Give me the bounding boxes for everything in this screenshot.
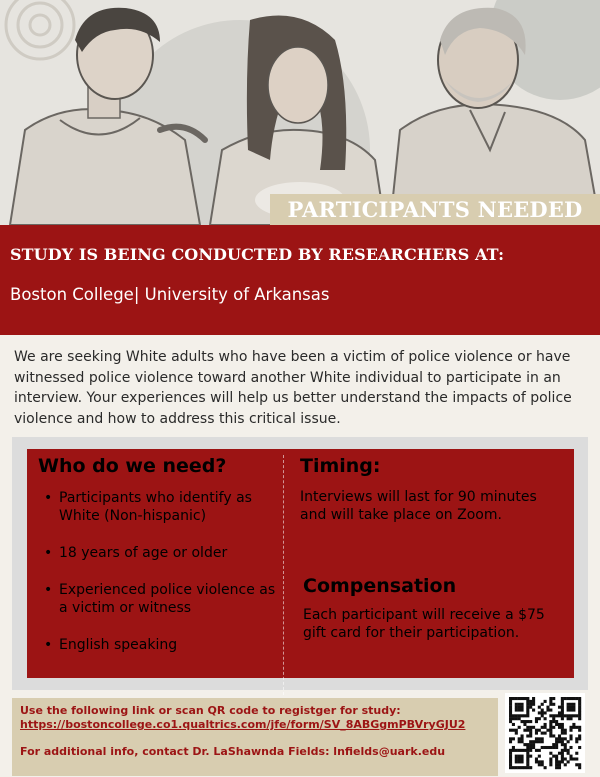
- participants-needed-banner: PARTICIPANTS NEEDED: [270, 194, 600, 226]
- hero-illustration: [0, 0, 600, 225]
- compensation-title: Compensation: [303, 575, 457, 597]
- registration-link[interactable]: https://bostoncollege.co1.qualtrics.com/jfe/form/SV_8ABGgmPBVryGJU2: [20, 718, 466, 731]
- timing-title: Timing:: [300, 455, 381, 477]
- column-divider: [283, 455, 284, 695]
- bullet-icon: •: [44, 490, 53, 506]
- bullet-icon: •: [44, 545, 53, 561]
- intro-paragraph: We are seeking White adults who have been a victim of police violence or have witnessed police violence toward another White individual to participate in an interview. Your experiences will help us better understand the impacts of police violence and how to address this critical issue.: [14, 349, 572, 427]
- criteria-item: • English speaking: [44, 637, 178, 653]
- compensation-text: Each participant will receive a $75 gift card for their participation.: [303, 607, 545, 641]
- criteria-item: • Participants who identify as White (Non-hispanic): [44, 490, 252, 524]
- people-illustration: [0, 0, 600, 225]
- compensation-section: [303, 575, 563, 642]
- study-line: STUDY IS BEING CONDUCTED BY RESEARCHERS AT:: [10, 245, 505, 264]
- who-title: Who do we need?: [38, 455, 227, 477]
- timing-text: Interviews will last for 90 minutes and will take place on Zoom.: [300, 489, 537, 523]
- qr-code-icon: [505, 693, 585, 773]
- registration-box: [12, 698, 498, 776]
- registration-instruction: Use the following link or scan QR code to registger for study:: [20, 704, 401, 717]
- timing-section: [300, 455, 560, 524]
- contact-info: For additional info, contact Dr. LaShawnda Fields: lnfields@uark.edu: [20, 745, 446, 758]
- bullet-icon: •: [44, 637, 53, 653]
- criteria-item: • 18 years of age or older: [44, 545, 228, 561]
- institutions: Boston College| University of Arkansas: [10, 285, 330, 304]
- who-do-we-need-section: [38, 455, 278, 673]
- qr-code[interactable]: [505, 693, 585, 773]
- bullet-icon: •: [44, 582, 53, 598]
- criteria-item: • Experienced police violence as a victim or witness: [44, 582, 276, 616]
- researchers-header: [0, 225, 600, 335]
- criteria-list: [38, 489, 278, 654]
